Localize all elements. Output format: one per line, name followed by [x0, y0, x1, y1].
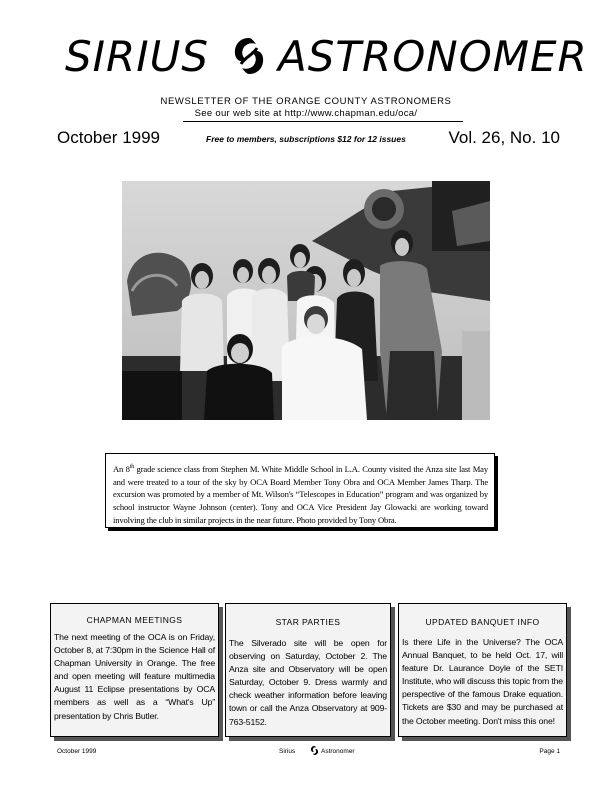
group-photo-image [122, 181, 490, 420]
banquet-info-heading: UPDATED BANQUET INFO [425, 617, 540, 627]
newsletter-subtitle: NEWSLETTER OF THE ORANGE COUNTY ASTRONOMERS [160, 96, 452, 107]
photo-caption-box [105, 453, 495, 528]
caption-grade-suffix: th [129, 464, 135, 470]
star-parties-box [225, 603, 391, 737]
footer-date: October 1999 [57, 748, 97, 755]
star-parties-heading: STAR PARTIES [275, 617, 341, 627]
chapman-meetings-box [50, 603, 219, 737]
subscription-note: Free to members, subscriptions $12 for 12 issues [206, 134, 406, 144]
chapman-meetings-heading: CHAPMAN MEETINGS [86, 615, 183, 625]
footer-title-left: Sirius [279, 748, 296, 755]
star-parties-body: The Silverado site will be open for observing on Saturday, October 2. The Anza site and Observatory will be open Saturday, October 9. Dress warmly and check weather information before leaving town or call the Anza Observatory at 909-763-5152. [229, 638, 387, 727]
swirl-logo-icon [231, 34, 267, 78]
masthead-title-left: SIRIUS [65, 32, 210, 81]
banquet-info-body: Is there Life in the Universe? The OCA Annual Banquet, to be held Oct. 17, will feature Dr. Laurance Doyle of the SETI Institute, who will discuss this topic from the perspective of the famous Drake equation. Tickets are $30 and may be purchased at the October meeting. Don't miss this one! [402, 637, 563, 726]
volume-number: Vol. 26, No. 10 [448, 128, 560, 147]
footer-title-right: Astronomer [321, 748, 355, 755]
banquet-info-box [398, 603, 567, 737]
caption-prefix: An [113, 463, 126, 474]
website-line[interactable]: See our web site at http://www.chapman.edu/oca/ [194, 108, 418, 119]
issue-date: October 1999 [57, 128, 161, 147]
footer-swirl-logo-icon [310, 745, 319, 756]
caption-body: grade science class from Stephen M. White Middle School in L.A. County visited the Anza site last May and were treated to a tour of the sky by OCA Board Member Tony Obra and OCA Member James Tharp. The excursion was promoted by a member of Mt. Wilson's “Telescopes in Education” program and was organized by school instructor Wayne Johnson (center). Tony and OCA Vice President Jay Glowacki are working toward involving the club in similar projects in the near future. Photo provided by Tony Obra. [113, 463, 488, 526]
footer-page-number: Page 1 [539, 748, 560, 755]
masthead [55, 28, 588, 90]
header-divider [183, 121, 463, 122]
caption-grade: 8 [125, 463, 130, 474]
photo-caption [113, 461, 488, 527]
chapman-meetings-body: The next meeting of the OCA is on Friday, October 8, at 7:30pm in the Science Hall of Chapman University in Orange. The free and open meeting will feature multimedia August 11 Eclipse presentations by OCA members as well as a “What's Up” presentation by Chris Butler. [54, 632, 215, 721]
masthead-title-right: ASTRONOMER [278, 32, 588, 81]
